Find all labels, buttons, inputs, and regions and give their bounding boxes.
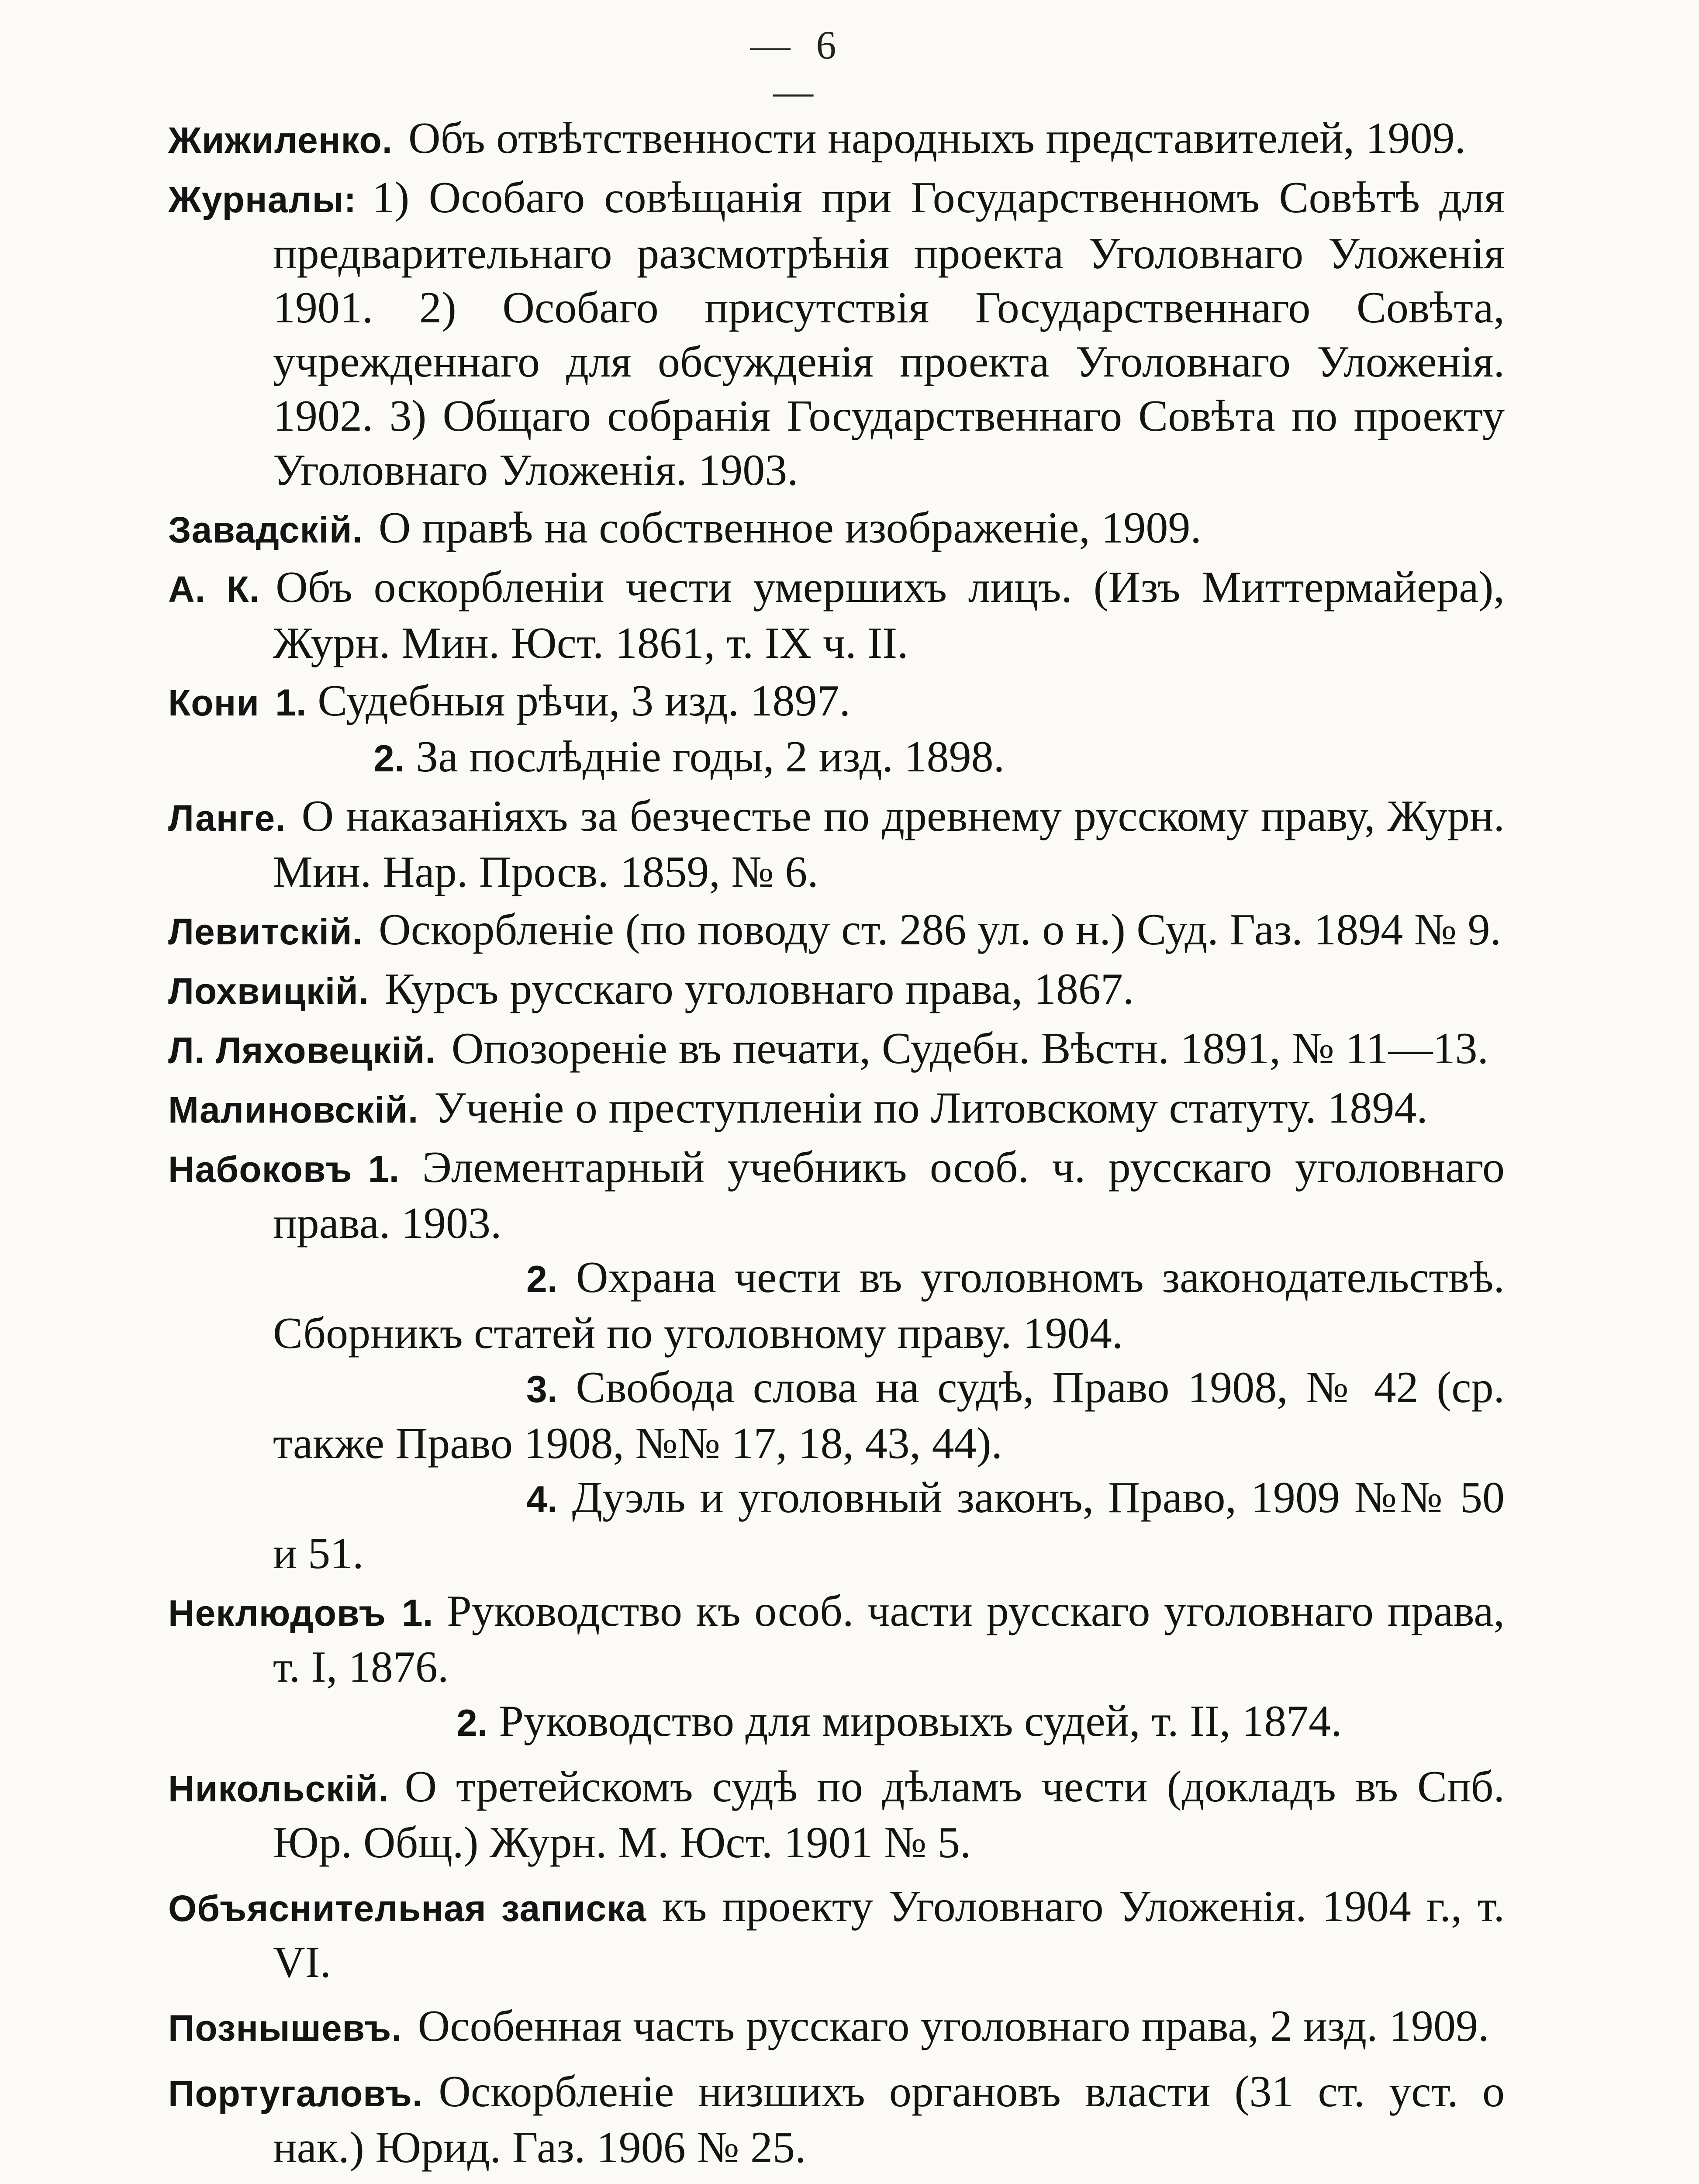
entry-author: Объяснительная записка — [168, 1888, 647, 1929]
bibliography-entry — [168, 560, 1505, 670]
entry-item-number: 3. — [526, 1368, 558, 1410]
bibliography-entry — [168, 1584, 1505, 1694]
bibliography-entry — [168, 1880, 1505, 1990]
entry-author: Никольскій. — [168, 1768, 389, 1809]
entry-item-number: 1. — [368, 1148, 400, 1190]
entry-author: Кони — [168, 682, 259, 723]
entry-author: Малиновскій. — [168, 1089, 419, 1130]
entry-author: Жижиленко. — [168, 120, 393, 161]
bibliography-entry — [168, 903, 1505, 959]
entry-item-number: 2. — [526, 1258, 558, 1300]
bibliography-entry — [168, 2065, 1505, 2175]
entry-text: Курсъ русскаго уголовнаго права, 1867. — [385, 964, 1134, 1014]
entry-text: Опозореніе въ печати, Судебн. Вѣстн. 1891, № 11—13. — [451, 1024, 1489, 1073]
bibliography-entry — [168, 171, 1505, 498]
bibliography-entry — [168, 501, 1505, 557]
entry-author: Левитскій. — [168, 911, 363, 952]
entry-text: къ проекту Уголовнаго Уложенія. 1904 г., т. VI. — [273, 1882, 1505, 1987]
entry-text: За послѣдніе годы, 2 изд. 1898. — [416, 732, 1005, 781]
entry-text: 1) Особаго совѣщанія при Государственномъ Совѣтѣ для предварительнаго разсмотрѣнія проекта Уголовнаго Уложенія 1901. 2) Особаго присутствія Государственнаго Совѣта, учрежденнаго для обсужденія проекта Уголовнаго Уложенія. 1902. 3) Общаго собранія Государственнаго Совѣта по проекту Уголовнаго Уложенія. 1903. — [273, 173, 1505, 495]
entry-text: О третейскомъ судѣ по дѣламъ чести (докладъ въ Спб. Юр. Общ.) Журн. М. Юст. 1901 № 5. — [273, 1762, 1505, 1867]
entry-item-number: 2. — [373, 738, 405, 780]
entry-text: О правѣ на собственное изображеніе, 1909. — [378, 503, 1202, 553]
entry-text: Дуэль и уголовный законъ, Право, 1909 №№ 50 и 51. — [273, 1473, 1505, 1578]
entry-author: Завадскій. — [168, 509, 363, 550]
entry-author: Набоковъ — [168, 1149, 352, 1190]
entry-author: Познышевъ. — [168, 2008, 402, 2049]
entry-author: Неклюдовъ — [168, 1593, 386, 1634]
bibliography-entry — [168, 674, 1505, 730]
bibliography-subentry — [168, 1251, 1505, 1361]
bibliography-subentry — [168, 730, 1505, 786]
bibliography-entry — [168, 1022, 1505, 1078]
entry-text: Охрана чести въ уголовномъ законодательствѣ. Сборникъ статей по уголовному праву. 1904. — [273, 1253, 1505, 1358]
entry-item-number: 1. — [275, 682, 307, 724]
entry-author: Журналы: — [168, 179, 357, 220]
entry-author: Л. Ляховецкій. — [168, 1030, 436, 1071]
page-number: — 6 — — [750, 23, 844, 114]
entry-item-number: 4. — [526, 1479, 558, 1521]
bibliography-subentry — [168, 1471, 1505, 1581]
entry-text: О наказаніяхъ за безчестье по древнему русскому праву, Журн. Мин. Нар. Просв. 1859, № 6. — [273, 791, 1505, 897]
entry-text: Руководство для мировыхъ судей, т. II, 1874. — [499, 1697, 1342, 1746]
entry-item-number: 1. — [401, 1592, 433, 1634]
entry-text: Руководство къ особ. части русскаго уголовнаго права, т. I, 1876. — [273, 1586, 1505, 1692]
bibliography-entry — [168, 1140, 1505, 1251]
entry-text: Свобода слова на судѣ, Право 1908, № 42 (ср. также Право 1908, №№ 17, 18, 43, 44). — [273, 1363, 1505, 1468]
bibliography-entry — [168, 111, 1505, 167]
bibliography-subentry — [168, 1361, 1505, 1471]
bibliography-entry — [168, 1760, 1505, 1870]
bibliography-entry — [168, 962, 1505, 1018]
entry-author: Португаловъ. — [168, 2073, 423, 2114]
entry-text: Особенная часть русскаго уголовнаго права, 2 изд. 1909. — [418, 2001, 1489, 2051]
entry-text: Оскорбленіе (по поводу ст. 286 ул. о н.) Суд. Газ. 1894 № 9. — [379, 905, 1502, 954]
entry-text: Объ отвѣтственности народныхъ представителей, 1909. — [408, 114, 1466, 163]
entry-author: Лохвицкій. — [168, 971, 369, 1012]
entry-item-number: 2. — [456, 1702, 488, 1744]
bibliography-subentry — [168, 1694, 1505, 1750]
bibliography-entry — [168, 1081, 1505, 1137]
entry-text: Ученіе о преступленіи по Литовскому статуту. 1894. — [434, 1083, 1428, 1133]
entry-author: А. К. — [168, 569, 260, 610]
entry-author: Ланге. — [168, 798, 286, 839]
bibliography-entry — [168, 1999, 1505, 2055]
bibliography-list — [168, 111, 1505, 2178]
entry-text: Оскорбленіе низшихъ органовъ власти (31 ст. уст. о нак.) Юрид. Газ. 1906 № 25. — [273, 2067, 1505, 2172]
entry-text: Судебныя рѣчи, 3 изд. 1897. — [318, 676, 851, 726]
entry-text: Объ оскорбленіи чести умершихъ лицъ. (Изъ Миттермайера), Журн. Мин. Юст. 1861, т. IX ч. II. — [273, 563, 1505, 668]
bibliography-entry — [168, 789, 1505, 899]
entry-text: Элементарный учебникъ особ. ч. русскаго уголовнаго права. 1903. — [273, 1143, 1505, 1248]
